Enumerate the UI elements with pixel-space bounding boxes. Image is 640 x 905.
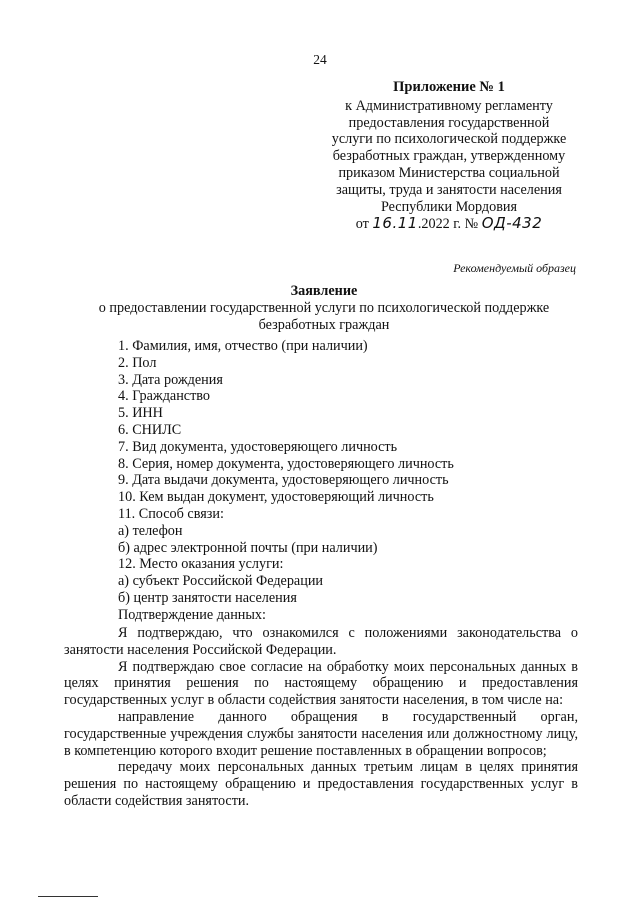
list-item: 12. Место оказания услуги: [118, 556, 284, 573]
appendix-header [318, 79, 580, 233]
title-line: безработных граждан [258, 316, 390, 333]
list-item: 1. Фамилия, имя, отчество (при наличии) [118, 338, 368, 354]
appendix-line: приказом Министерства социальной [338, 164, 560, 181]
paragraph: передачу моих персональных данных третьим лицам в целях принятия решения по настоящему обращению и предоставления государственных услуг в области содействия занятости. [64, 759, 578, 809]
appendix-line: предоставления государственной [348, 114, 550, 131]
list-item: б) адрес электронной почты (при наличии) [118, 539, 378, 556]
appendix-line: услуги по психологической поддержке [331, 131, 567, 148]
list-item: Подтверждение данных: [118, 606, 266, 623]
consent-paragraphs [64, 625, 578, 810]
list-item: 7. Вид документа, удостоверяющего личность [118, 438, 398, 455]
order-date-line [318, 215, 580, 233]
list-item: 9. Дата выдачи документа, удостоверяющего личность [118, 472, 449, 489]
list-item: 10. Кем выдан документ, удостоверяющий личность [118, 489, 434, 506]
list-item: 4. Гражданство [118, 388, 210, 405]
list-item: б) центр занятости населения [118, 589, 297, 606]
page-number: 24 [313, 52, 327, 67]
application-fields-list [118, 338, 454, 624]
document-title [64, 283, 584, 333]
appendix-line: защиты, труда и занятости населения [336, 181, 562, 198]
appendix-line: безработных граждан, утвержденному [332, 148, 566, 165]
handwritten-date: 16.11 [372, 214, 418, 233]
paragraph: Я подтверждаю, что ознакомился с положениями законодательства о занятости населения Российской Федерации. [64, 625, 578, 658]
paragraph: направление данного обращения в государственный орган, государственные учреждения службы занятости населения или должностному лицу, в компетенцию которого входит решение поставленных в обращении вопросов; [64, 708, 578, 759]
handwritten-order-number: ОД-432 [481, 214, 543, 233]
appendix-line: Республики Мордовия [380, 198, 518, 215]
date-year: .2022 г. № [417, 216, 479, 233]
list-item: 11. Способ связи: [118, 505, 224, 522]
list-item: 5. ИНН [118, 405, 163, 422]
date-prefix: от [355, 216, 369, 233]
appendix-title: Приложение № 1 [393, 79, 505, 95]
appendix-line: к Административному регламенту [345, 97, 553, 114]
paragraph: Я подтверждаю свое согласие на обработку моих персональных данных в целях принятия решения по настоящему обращению и предоставления государственных услуг в области содействия занятости населения, в том числе на: [64, 658, 578, 709]
list-item: а) субъект Российской Федерации [118, 573, 324, 590]
list-item: 3. Дата рождения [118, 371, 223, 388]
list-item: а) телефон [118, 522, 183, 539]
recommended-sample-label: Рекомендуемый образец [453, 261, 576, 275]
list-item: 8. Серия, номер документа, удостоверяющего личность [118, 455, 454, 472]
title-heading: Заявление [290, 283, 358, 299]
list-item: 2. Пол [118, 354, 157, 371]
list-item: 6. СНИЛС [118, 421, 182, 438]
title-line: о предоставлении государственной услуги по психологической поддержке [98, 299, 550, 316]
footnote-divider [38, 896, 98, 897]
